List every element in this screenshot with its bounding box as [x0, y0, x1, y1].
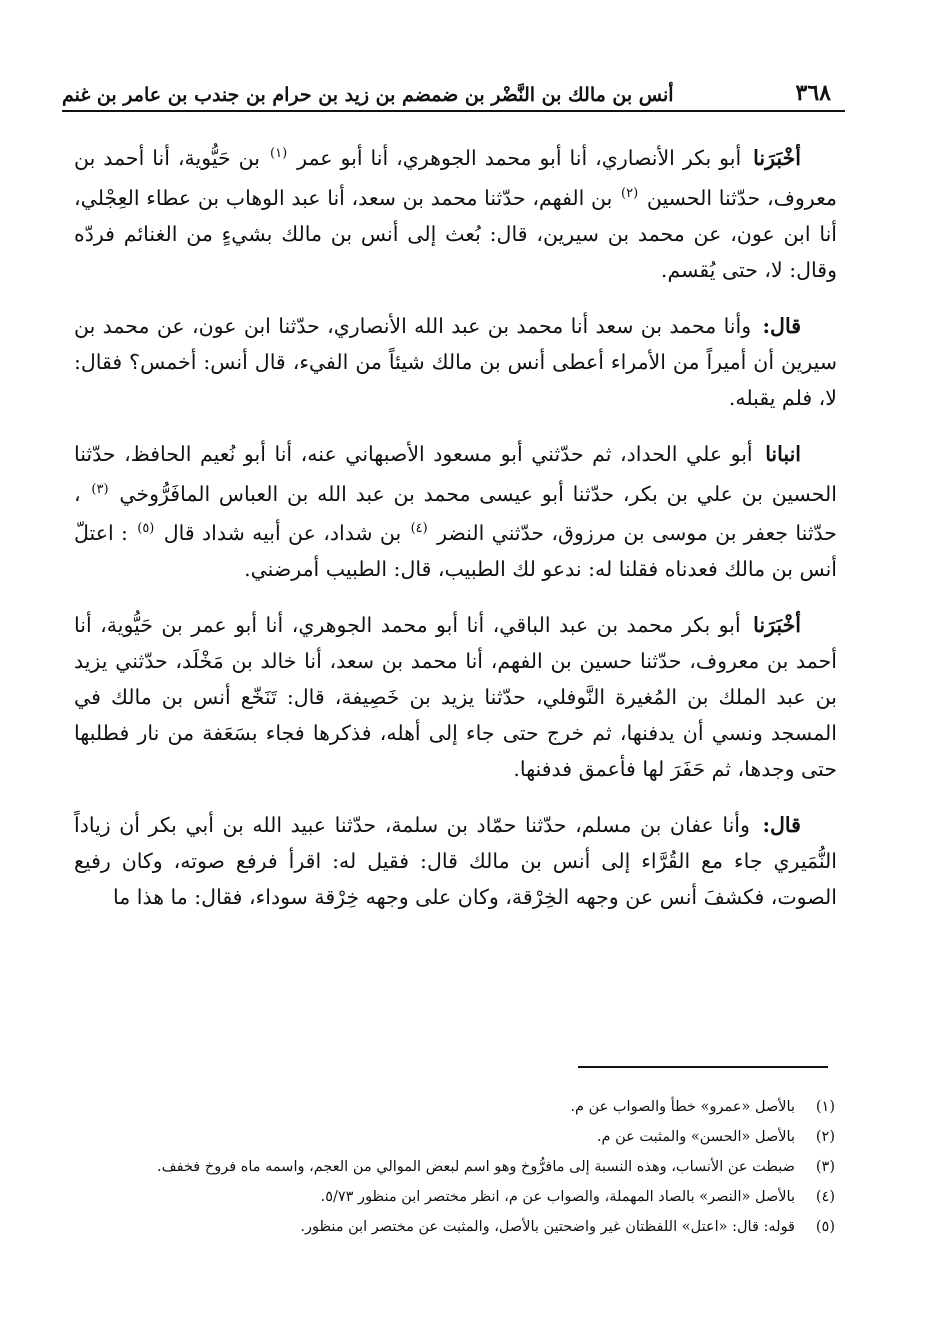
footnote-ref: (٢) — [621, 185, 639, 201]
footnote-item — [80, 1214, 835, 1240]
paragraph-text: بن شداد، عن أبيه شداد قال — [163, 521, 402, 546]
paragraph-2 — [74, 308, 837, 416]
footnote-text: بالأصل «عمرو» خطأ والصواب عن م. — [570, 1099, 795, 1115]
running-header — [62, 66, 831, 106]
running-header-title: أنس بن مالك بن النَّضْر بن ضمضم بن زيد بن حرام بن جندب بن عامر بن غنم — [62, 84, 674, 106]
footnote-ref: (٣) — [91, 481, 109, 497]
footnote-number: (٤) — [815, 1189, 835, 1205]
paragraph-lead-word: انبانا — [765, 441, 801, 466]
paragraph-3 — [74, 436, 837, 588]
paragraph-5 — [74, 807, 837, 915]
footnote-ref: (٤) — [410, 521, 428, 537]
footnote-text: قوله: قال: «اعتل» اللفظتان غير واضحتين بالأصل، والمثبت عن مختصر ابن منظور. — [300, 1219, 795, 1235]
footnote-text: بالأصل «النصر» بالصاد المهملة، والصواب عن م، انظر مختصر ابن منظور ٥/٧٣. — [320, 1189, 795, 1205]
paragraph-lead-word: أخْبَرَنا — [753, 613, 801, 638]
paragraph-lead-word: قال: — [762, 313, 801, 338]
paragraph-text: أبو علي الحداد، ثم حدّثني أبو مسعود الأصبهاني عنه، أنا أبو نُعيم الحافظ، حدّثنا الحسين بن علي بن بكر، حدّثنا أبو عيسى محمد بن عبد الله بن العباس المافَرُّوخي — [74, 441, 837, 506]
footnote-text: بالأصل «الحسن» والمثبت عن م. — [596, 1129, 795, 1145]
paragraph-text: : اعتلّ أنس بن مالك فعدناه فقلنا له: ندعو لك الطبيب، قال: الطبيب أمرضني. — [74, 521, 837, 582]
paragraph-text: وأنا محمد بن سعد أنا محمد بن عبد الله الأنصاري، حدّثنا ابن عون، عن محمد بن سيرين أن أميراً من الأمراء أعطى أنس بن مالك شيئاً من الفيء، قال أنس: أخمس؟ فقال: لا، فلم يقبله. — [74, 313, 837, 410]
footnote-number: (٢) — [815, 1129, 835, 1145]
footnotes — [80, 1094, 835, 1244]
footnote-item — [80, 1184, 835, 1210]
footnote-ref: (١) — [270, 146, 288, 161]
paragraph-lead-word: قال: — [762, 813, 801, 838]
footnote-item — [80, 1094, 835, 1120]
footnote-item — [80, 1154, 835, 1180]
page-number: ٣٦٨ — [795, 80, 831, 106]
footnote-ref: (٥) — [137, 521, 155, 537]
header-divider — [62, 110, 845, 112]
footnote-text: ضبطت عن الأنساب، وهذه النسبة إلى مافرُّوخ وهو اسم لبعض الموالي من العجم، واسمه ماه فروخ فخفف. — [156, 1159, 795, 1175]
footnote-divider — [578, 1066, 828, 1068]
paragraph-text: أبو بكر الأنصاري، أنا أبو محمد الجوهري، أنا أبو عمر — [297, 145, 742, 170]
paragraph-text: بن الفهم، حدّثنا محمد بن سعد، أنا عبد الوهاب بن عطاء العِجْلي، أنا ابن عون، عن محمد بن سيرين، قال: بُعث إلى أنس بن مالك بشيءٍ من الغنائم فردّه وقال: لا، حتى يُقسم. — [74, 185, 837, 282]
paragraph-text: ، حدّثنا جعفر بن موسى بن مرزوق، حدّثني النضر — [74, 481, 837, 546]
footnote-number: (٣) — [815, 1159, 835, 1175]
paragraph-text: وأنا عفان بن مسلم، حدّثنا حمّاد بن سلمة، حدّثنا عبيد الله بن أبي بكر أن زياداً النُّمَيري جاء مع القُرَّاء إلى أنس بن مالك قال: فقيل له: اقرأ فرفع صوته، وكان رفيع الصوت، فكشفَ أنس عن وجهه الخِرْقة، وكان على وجهه خِرْقة سوداء، فقال: ما هذا ما — [74, 813, 837, 910]
paragraph-1 — [74, 136, 837, 288]
paragraph-text: أبو بكر محمد بن عبد الباقي، أنا أبو محمد الجوهري، أنا أبو عمر بن حَيُّوية، أنا أحمد بن معروف، حدّثنا حسين بن الفهم، أنا محمد بن سعد، أنا خالد بن مَخْلَد، حدّثني يزيد بن عبد الملك بن المُغيرة النَّوفلي، حدّثنا يزيد بن خَصِيفة، قال: تَنَخّع أنس بن مالك في المسجد ونسي أن يدفنها، ثم خرج حتى جاء إلى أهله، فذكرها فجاء بسَعَفة من نار فطلبها حتى وجدها، ثم حَفَرَ لها فأعمق فدفنها. — [74, 613, 837, 782]
footnote-item — [80, 1124, 835, 1150]
footnote-number: (١) — [815, 1099, 835, 1115]
footnote-number: (٥) — [815, 1219, 835, 1235]
paragraph-lead-word: أخْبَرَنا — [753, 145, 801, 170]
paragraph-4 — [74, 607, 837, 787]
body-text — [74, 136, 837, 935]
paragraph-text: بن حَيُّوية، أنا أحمد بن معروف، حدّثنا الحسين — [74, 145, 837, 210]
